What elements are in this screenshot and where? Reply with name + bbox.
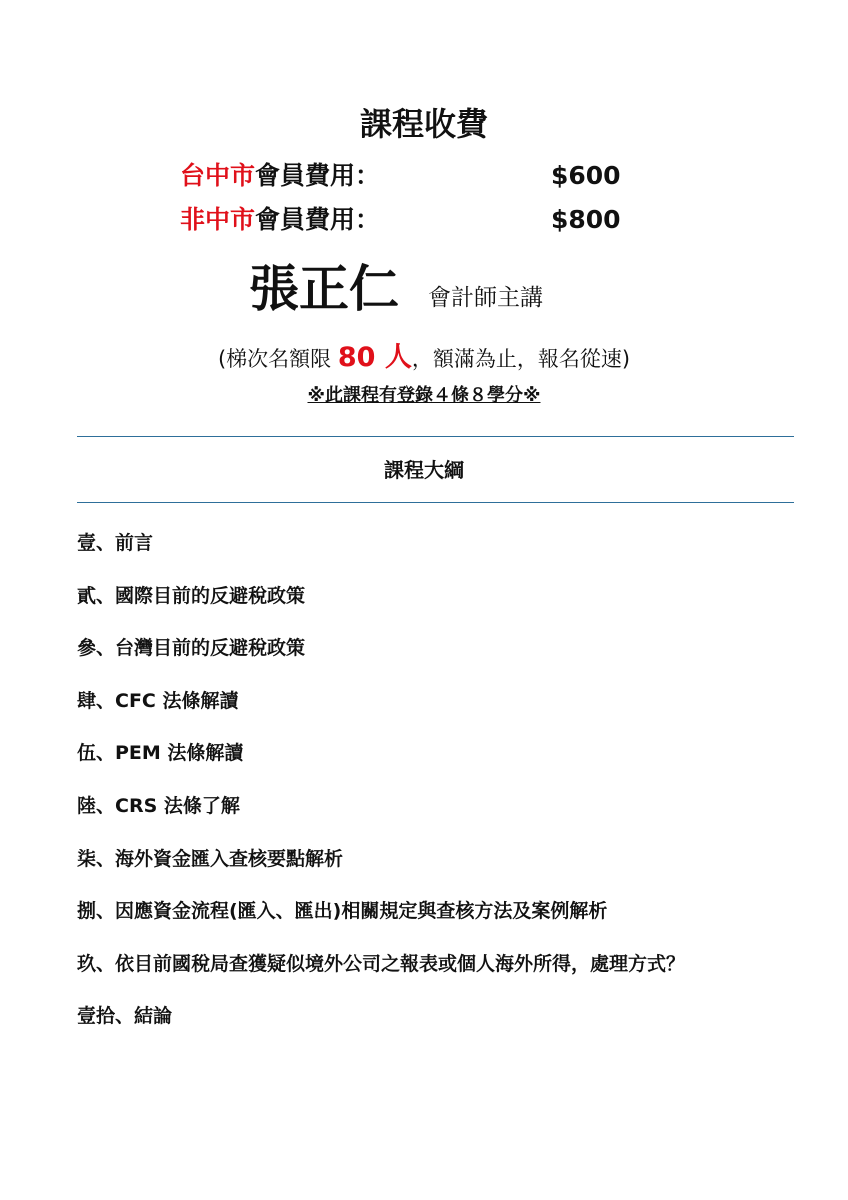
fee-label <box>180 156 380 196</box>
fee-title: 課程收費 <box>359 105 488 143</box>
outline-title: 課程大綱 <box>384 458 464 482</box>
outline-item: 陸、CRS 法條了解 <box>77 794 240 817</box>
fee-label-text: 會員費用： <box>255 161 381 190</box>
fee-row-taichung <box>180 156 640 196</box>
quota-number: 80 人 <box>337 342 412 373</box>
credit-text: ※此課程有登錄４條８學分※ <box>307 385 541 406</box>
fee-label-text: 會員費用： <box>255 205 381 234</box>
credit-notice <box>0 380 848 412</box>
outline-item: 參、台灣目前的反避稅政策 <box>77 637 306 660</box>
outline-item: 玖、依目前國稅局查獲疑似境外公司之報表或個人海外所得，處理方式？ <box>77 952 686 975</box>
outline-item: 伍、PEM 法條解讀 <box>77 742 244 765</box>
fee-city: 台中市 <box>180 161 256 190</box>
fee-label <box>180 200 380 240</box>
fee-price: $600 <box>551 161 621 190</box>
outline-list <box>77 522 807 1048</box>
divider-top <box>77 436 794 437</box>
fee-price: $800 <box>551 205 621 234</box>
outline-item: 貳、國際目前的反避稅政策 <box>77 584 306 607</box>
outline-item: 肆、CFC 法條解讀 <box>77 689 239 712</box>
quota-notice <box>0 338 848 379</box>
outline-item: 捌、因應資金流程(匯入、匯出)相關規定與查核方法及案例解析 <box>77 900 608 923</box>
speaker-name: 張正仁 <box>249 260 399 318</box>
fee-row-non-taichung <box>180 200 640 240</box>
quota-text-before: (梯次名額限 <box>217 347 338 371</box>
speaker-role: 會計師主講 <box>428 285 543 311</box>
divider-bottom <box>77 502 794 503</box>
outline-item: 壹、前言 <box>77 532 154 554</box>
quota-text-after: ，額滿為止，報名從速) <box>411 347 631 371</box>
outline-item: 柒、海外資金匯入查核要點解析 <box>77 847 344 870</box>
outline-item: 壹拾、結論 <box>77 1005 173 1028</box>
fee-city: 非中市 <box>180 205 256 234</box>
